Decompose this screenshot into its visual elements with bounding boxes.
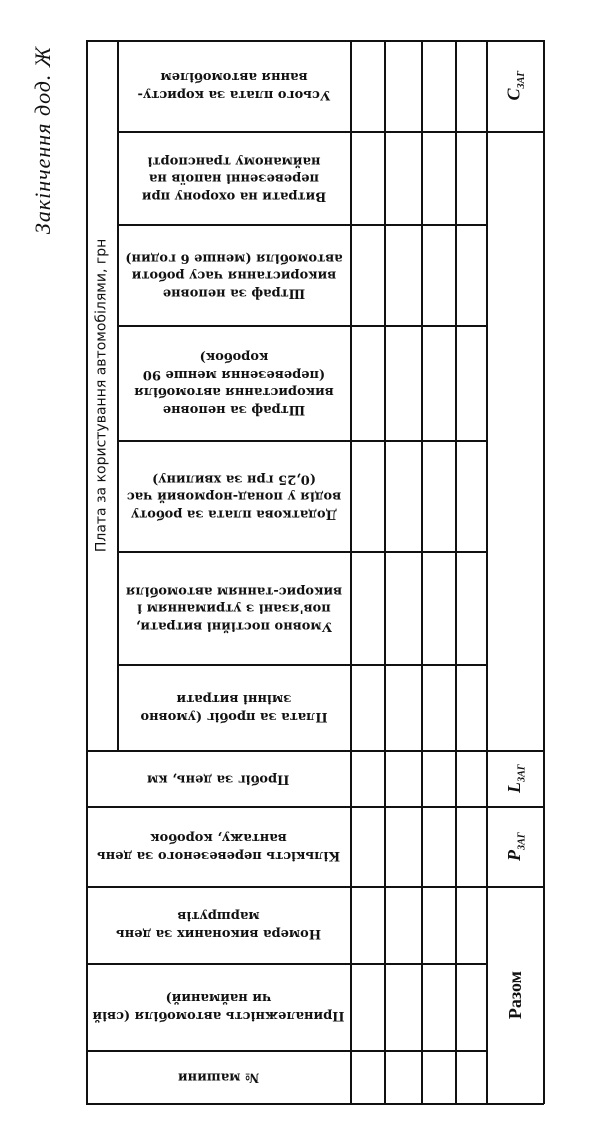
total-mileage-symbol — [488, 752, 542, 805]
header-ownership — [88, 965, 349, 1049]
header-fixed-costs-text: Умовно постійні витрати, пов'язані з утриманням і викорис-танням автомобіля — [125, 583, 343, 634]
header-mileage-pay — [119, 666, 349, 749]
total-boxes-symbol — [488, 808, 542, 885]
totals-label — [488, 888, 542, 1102]
header-vehicle-no — [88, 1052, 349, 1102]
total-cost-symbol — [488, 42, 542, 130]
group-header — [88, 42, 116, 748]
totals-label-text: Разом — [504, 970, 525, 1020]
header-mileage — [88, 752, 349, 805]
total-boxes-subscript: ЗАГ — [516, 832, 528, 850]
header-undertime-fine — [119, 226, 349, 324]
header-vehicle-no-text: № машини — [177, 1069, 260, 1085]
header-underload-fine-text: Штраф за неповне використання автомобіля (перевезення менше 90 коробок) — [134, 349, 334, 418]
header-overtime — [119, 442, 349, 550]
header-divider — [350, 40, 352, 1104]
total-cost-letter: С — [503, 88, 524, 101]
header-mileage-text: Пробіг за день, км — [147, 771, 290, 787]
header-routes — [88, 888, 349, 962]
total-mileage-subscript: ЗАГ — [516, 764, 528, 782]
data-divider-3 — [455, 40, 457, 1104]
total-boxes-letter: Р — [503, 849, 524, 861]
header-security — [119, 133, 349, 223]
data-divider-2 — [421, 40, 423, 1104]
header-fixed-costs — [119, 553, 349, 663]
group-header-text: Плата за користування автомобілями, грн — [93, 238, 110, 552]
data-divider-1 — [384, 40, 386, 1104]
header-boxes — [88, 808, 349, 885]
header-mileage-pay-text: Плата за пробіг (умовно змінні витрати — [140, 691, 328, 725]
header-boxes-text: Кількість перевезеного за день вантажу, коробок — [96, 830, 341, 864]
caption-text: Закінчення дод. Ж — [30, 45, 55, 235]
header-underload-fine — [119, 327, 349, 439]
header-security-text: Витрати на охорону при перевезенні напоїв на найманому транспорті — [141, 153, 327, 204]
header-overtime-text: Додаткова плата за роботу водія у понад-нормовий час (0,25 грн за хвилину) — [126, 471, 342, 522]
table-border-right — [543, 40, 545, 1104]
header-total-pay-text: Усього плата за користу-вання автомобілем — [137, 70, 331, 103]
header-ownership-text: Приналежність автомобіля (свій чи найманий) — [92, 991, 345, 1024]
table-border-bottom — [86, 1103, 544, 1105]
header-routes-text: Номера виконаних за день маршрутів — [115, 909, 322, 942]
total-mileage-letter: L — [503, 781, 524, 793]
header-undertime-fine-text: Штраф за неповне використання часу роботи автомобіля (менше 6 годин) — [125, 250, 343, 301]
total-cost-subscript: ЗАГ — [516, 71, 528, 89]
header-total-pay — [119, 42, 349, 130]
